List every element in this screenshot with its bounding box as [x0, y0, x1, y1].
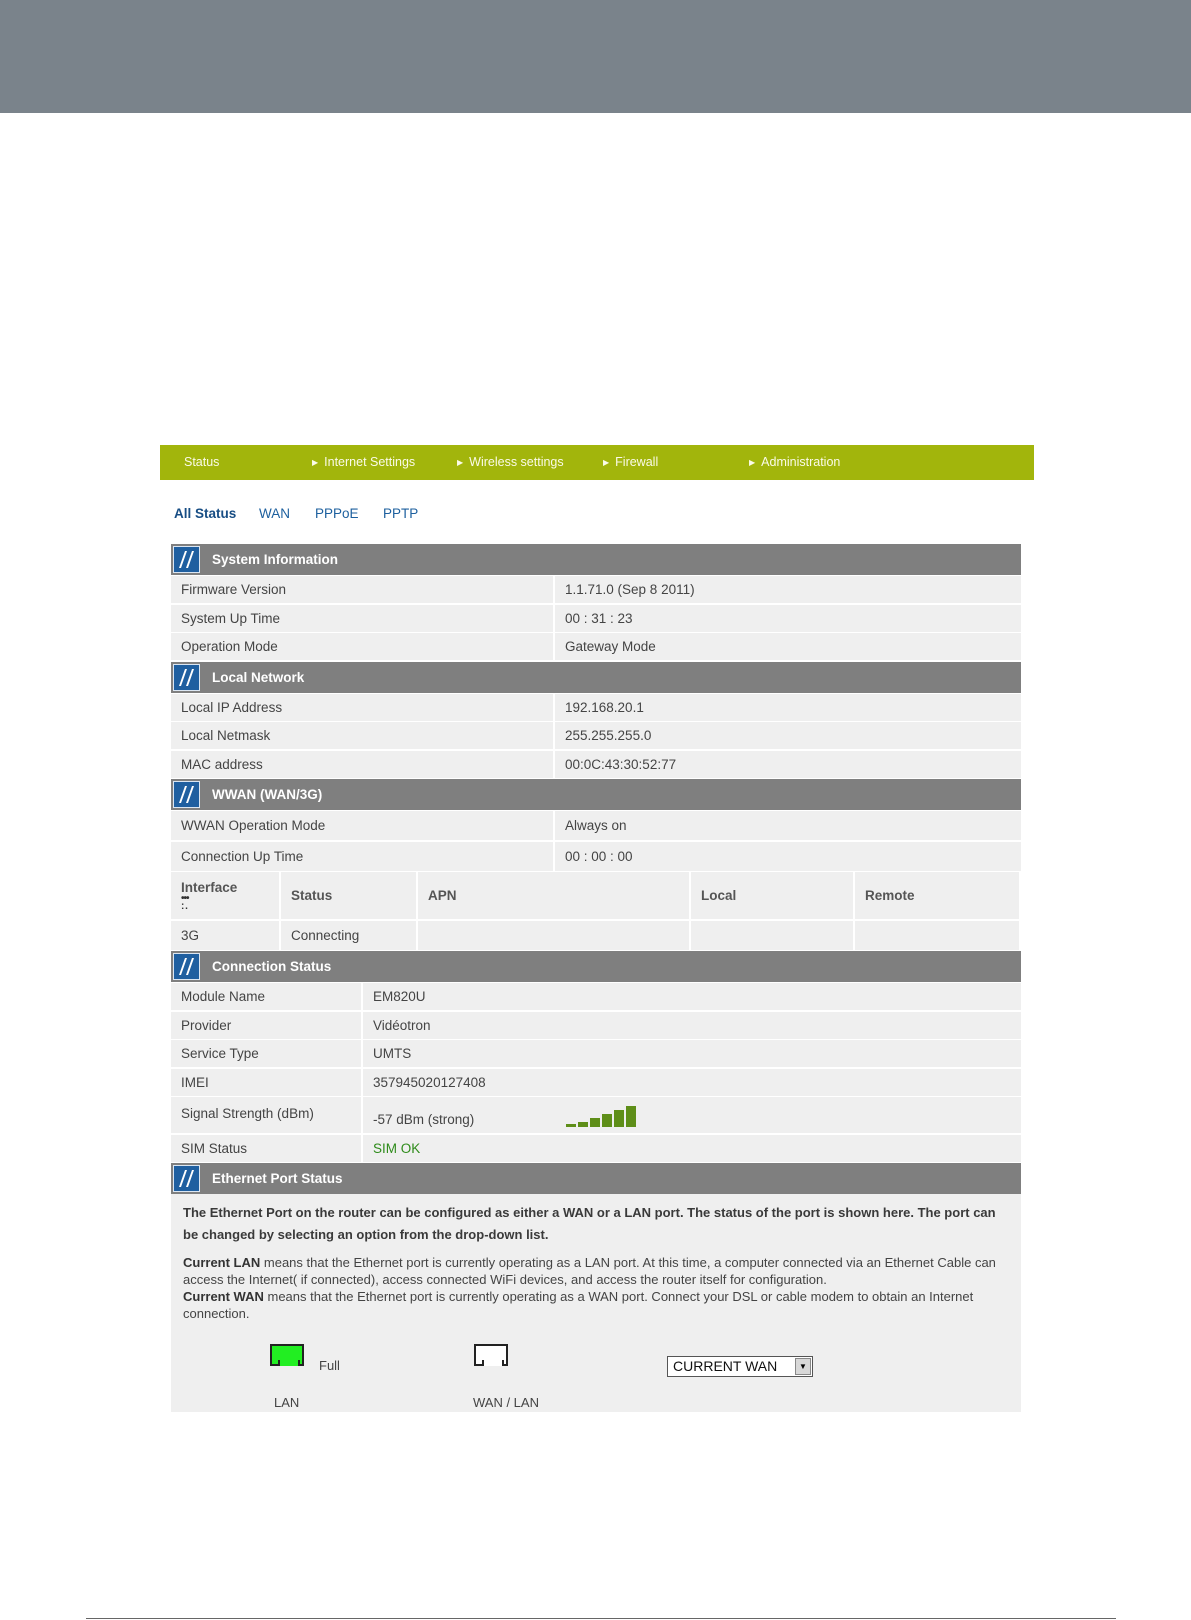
table-row	[171, 694, 1021, 721]
ethernet-port-panel	[171, 1194, 1021, 1412]
lan-port-status: Full	[319, 1358, 340, 1373]
cell-apn	[418, 921, 689, 950]
caret-right-icon: ▶	[749, 458, 756, 467]
row-label: WWAN Operation Mode	[171, 811, 553, 840]
port-notch	[278, 1360, 300, 1366]
section-title: Ethernet Port Status	[212, 1171, 343, 1186]
row-label: Local Netmask	[171, 722, 553, 749]
row-value: 192.168.20.1	[555, 694, 1021, 721]
tab-pptp[interactable]: PPTP	[383, 506, 419, 521]
brand-logo-icon	[173, 1165, 200, 1192]
column-header-interface	[171, 872, 279, 919]
lan-term: Current LAN	[183, 1255, 261, 1270]
cell-remote	[855, 921, 1019, 950]
row-value: 00 : 31 : 23	[555, 605, 1021, 632]
status-content	[171, 544, 1021, 1412]
caret-right-icon: ▶	[603, 458, 610, 467]
nav-internet-settings[interactable]	[312, 445, 415, 480]
brand-logo-icon	[173, 546, 200, 573]
interface-table-header	[171, 872, 1021, 919]
table-row	[171, 1069, 1021, 1096]
page-header-band	[0, 0, 1191, 113]
row-label: Provider	[171, 1012, 361, 1039]
row-value: Vidéotron	[363, 1012, 1021, 1039]
ethernet-description	[183, 1254, 1009, 1322]
row-value: 255.255.255.0	[555, 722, 1021, 749]
row-label: Firmware Version	[171, 576, 553, 603]
table-row	[171, 1097, 1021, 1133]
signal-bar	[602, 1114, 612, 1127]
row-value: Gateway Mode	[555, 633, 1021, 660]
section-header-connection-status	[171, 951, 1021, 982]
nav-administration[interactable]	[749, 445, 840, 480]
loading-spinner-icon: ••• : .	[181, 893, 189, 912]
nav-wireless-settings[interactable]	[457, 445, 564, 480]
wan-lan-port-icon	[474, 1344, 508, 1366]
select-value: CURRENT WAN	[673, 1358, 778, 1374]
chevron-down-icon[interactable]: ▼	[795, 1358, 811, 1375]
sim-status-value: SIM OK	[363, 1135, 1021, 1162]
tab-wan[interactable]: WAN	[259, 506, 290, 521]
table-row	[171, 811, 1021, 840]
table-row	[171, 921, 1021, 950]
nav-internet-settings-label: Internet Settings	[324, 455, 416, 469]
nav-firewall-label: Firewall	[615, 455, 659, 469]
row-label: Operation Mode	[171, 633, 553, 660]
row-value: EM820U	[363, 983, 1021, 1010]
brand-logo-icon	[173, 953, 200, 980]
section-header-ethernet-port-status	[171, 1163, 1021, 1194]
row-label: Local IP Address	[171, 694, 553, 721]
row-value: 00 : 00 : 00	[555, 842, 1021, 871]
section-title: System Information	[212, 552, 339, 567]
section-header-local-network	[171, 662, 1021, 693]
signal-bar	[566, 1124, 576, 1127]
nav-wireless-settings-label: Wireless settings	[469, 455, 564, 469]
table-row	[171, 751, 1021, 778]
port-notch	[482, 1360, 504, 1366]
table-row	[171, 576, 1021, 603]
row-label: System Up Time	[171, 605, 553, 632]
row-value: 1.1.71.0 (Sep 8 2011)	[555, 576, 1021, 603]
section-title: Local Network	[212, 669, 305, 685]
section-header-wwan	[171, 779, 1021, 810]
column-header-label: Interface	[181, 880, 238, 895]
cell-status: Connecting	[281, 921, 416, 950]
cell-local	[691, 921, 853, 950]
row-value: Always on	[555, 811, 1021, 840]
row-label: Service Type	[171, 1040, 361, 1067]
row-value: 357945020127408	[363, 1069, 1021, 1096]
table-row	[171, 983, 1021, 1010]
nav-firewall[interactable]	[603, 445, 658, 480]
nav-status[interactable]	[184, 445, 219, 480]
ethernet-intro-text: The Ethernet Port on the router can be configured as either a WAN or a LAN port. The status of the port is shown here. The port can be changed by selecting an option from the drop-down list.	[183, 1205, 996, 1242]
lan-port-label: LAN	[274, 1395, 300, 1410]
caret-right-icon: ▶	[312, 458, 319, 467]
row-label: Connection Up Time	[171, 842, 553, 871]
table-row	[171, 1040, 1021, 1067]
table-row	[171, 722, 1021, 749]
section-title: Connection Status	[212, 959, 332, 974]
section-header-system-information	[171, 544, 1021, 575]
signal-bar	[626, 1106, 636, 1127]
signal-strength-cell	[363, 1097, 1021, 1133]
row-label: Signal Strength (dBm)	[171, 1097, 361, 1133]
table-row	[171, 633, 1021, 660]
table-row	[171, 1135, 1021, 1162]
table-row	[171, 605, 1021, 632]
row-label: Module Name	[171, 983, 361, 1010]
signal-bar	[590, 1118, 600, 1127]
row-value: -57 dBm (strong)	[373, 1112, 475, 1127]
brand-logo-icon	[173, 781, 200, 808]
page-footer-rule	[86, 1618, 1116, 1619]
row-value: 00:0C:43:30:52:77	[555, 751, 1021, 778]
wan-term: Current WAN	[183, 1289, 264, 1304]
brand-logo-icon	[173, 664, 200, 691]
column-header-remote: Remote	[855, 872, 1019, 919]
column-header-status: Status	[281, 872, 416, 919]
nav-status-label: Status	[184, 455, 220, 469]
section-title: WWAN (WAN/3G)	[212, 787, 323, 802]
signal-bar	[578, 1122, 588, 1127]
column-header-local: Local	[691, 872, 853, 919]
main-nav	[160, 445, 1034, 480]
row-value: UMTS	[363, 1040, 1021, 1067]
ethernet-mode-select[interactable]	[667, 1356, 813, 1377]
tab-pppoe[interactable]: PPPoE	[315, 506, 359, 521]
nav-administration-label: Administration	[761, 455, 841, 469]
signal-bars-icon	[566, 1106, 636, 1127]
tab-all-status[interactable]: All Status	[174, 506, 237, 521]
row-label: MAC address	[171, 751, 553, 778]
row-label: SIM Status	[171, 1135, 361, 1162]
lan-port-icon	[270, 1344, 304, 1366]
wan-lan-port-label: WAN / LAN	[473, 1395, 539, 1410]
table-row	[171, 842, 1021, 871]
lan-description: means that the Ethernet port is currently operating as a LAN port. At this time, a computer connected via an Ethernet Cable can access the Internet( if connected), access connected WiFi devices, and access the router itself for configuration.	[183, 1255, 996, 1287]
wan-description: means that the Ethernet port is currently operating as a WAN port. Connect your DSL or cable modem to obtain an Internet connection.	[183, 1289, 974, 1321]
column-header-apn: APN	[418, 872, 689, 919]
signal-bar	[614, 1110, 624, 1127]
table-row	[171, 1012, 1021, 1039]
row-label: IMEI	[171, 1069, 361, 1096]
caret-right-icon: ▶	[457, 458, 464, 467]
cell-interface: 3G	[171, 921, 279, 950]
